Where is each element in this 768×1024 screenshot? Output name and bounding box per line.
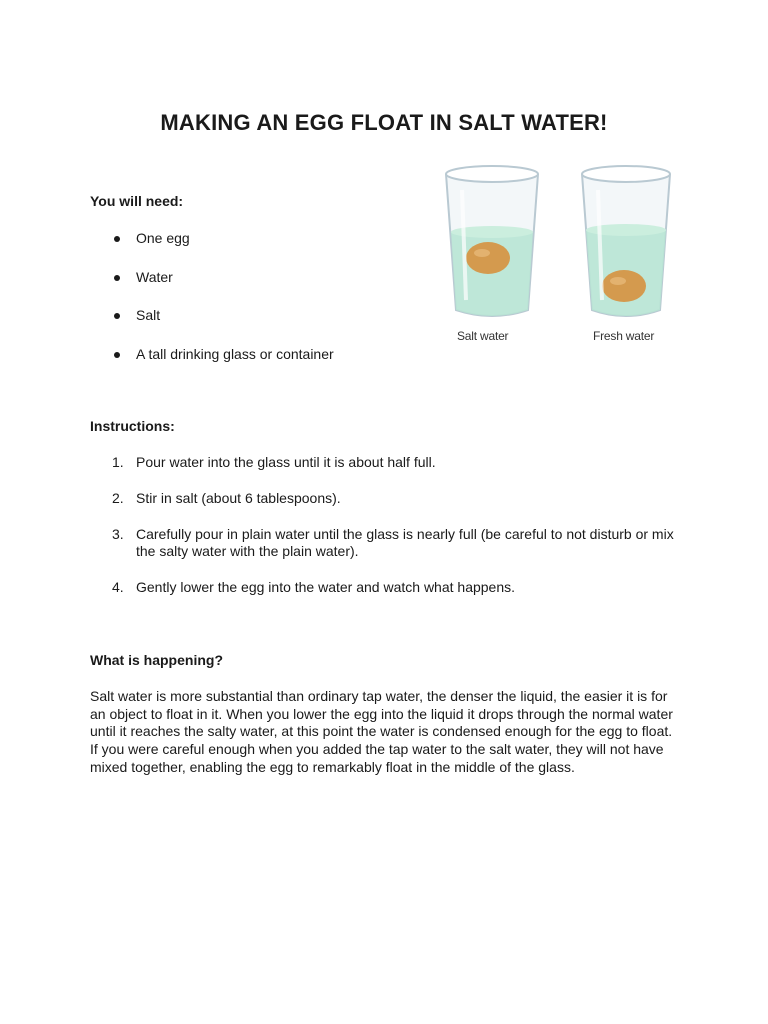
explanation-paragraph: Salt water is more substantial than ordinary tap water, the denser the liquid, the easier it is for an object to float in it. When you lower the egg into the liquid it drops through the normal water until it reaches the salty water, at this point the water is condensed enough for the egg to float. If you were careful enough when you added the tap water to the salt water, they will not have mixed together, enabling the egg to remarkably float in the middle of the glass. xyxy=(90,688,673,775)
step-text: Pour water into the glass until it is about half full. xyxy=(136,454,436,470)
instructions-heading: Instructions: xyxy=(90,418,175,434)
salt-water-caption: Salt water xyxy=(457,329,509,343)
page-title: MAKING AN EGG FLOAT IN SALT WATER! xyxy=(160,110,608,135)
bullet-icon xyxy=(114,236,120,242)
step-number: 2. xyxy=(112,490,124,506)
step-text: Stir in salt (about 6 tablespoons). xyxy=(136,490,341,506)
step-number: 1. xyxy=(112,454,124,470)
list-item-text: A tall drinking glass or container xyxy=(136,345,334,362)
bullet-icon xyxy=(114,352,120,358)
list-item xyxy=(90,230,334,269)
fresh-water-caption: Fresh water xyxy=(593,329,655,343)
materials-list xyxy=(90,230,334,384)
instruction-step xyxy=(90,454,680,490)
list-item xyxy=(90,307,334,346)
instructions-list xyxy=(90,454,680,596)
list-item-text: Salt xyxy=(136,307,161,323)
instruction-step xyxy=(90,579,680,596)
step-text: Carefully pour in plain water until the glass is nearly full (be careful to not disturb or mix the salty water with the plain water). xyxy=(136,526,674,559)
step-text: Gently lower the egg into the water and watch what happens. xyxy=(136,579,516,595)
list-item xyxy=(90,269,334,308)
instruction-step xyxy=(90,526,680,579)
bullet-icon xyxy=(114,275,120,281)
what-is-happening-heading: What is happening? xyxy=(90,652,223,668)
list-item xyxy=(90,346,334,385)
list-item-text: One egg xyxy=(136,230,190,246)
you-will-need-heading: You will need: xyxy=(90,193,184,209)
salt-water-glass xyxy=(446,166,538,316)
egg-icon xyxy=(466,242,510,274)
glasses-drawing xyxy=(440,160,690,328)
step-number: 4. xyxy=(112,579,124,595)
list-item-text: Water xyxy=(136,268,173,285)
bullet-icon xyxy=(114,313,120,319)
step-number: 3. xyxy=(112,526,124,542)
egg-icon xyxy=(602,270,646,302)
instruction-step xyxy=(90,490,680,526)
egg-glasses-illustration xyxy=(440,160,690,350)
fresh-water-glass xyxy=(582,166,670,316)
